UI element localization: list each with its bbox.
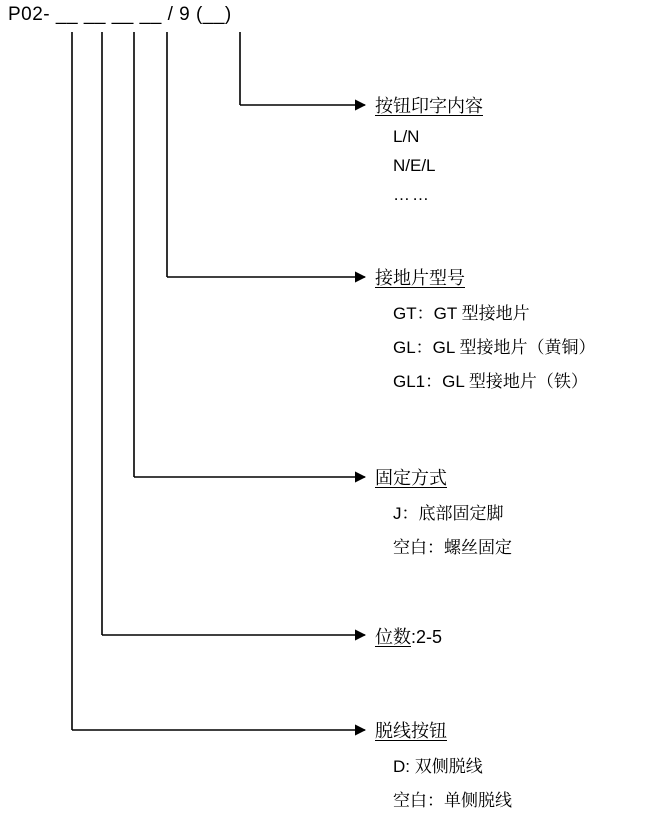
group-title-ground-tab-model: 接地片型号	[375, 268, 465, 288]
group-title-fixing-method: 固定方式	[375, 468, 447, 488]
group-title-positions: 位数	[375, 627, 411, 647]
group-line-wire-release-1: D: 双侧脱线	[393, 757, 483, 776]
group-line-button-print-3: ……	[393, 185, 431, 204]
group-line-ground-tab-2: GL：GL 型接地片（黄铜）	[393, 338, 596, 357]
group-wire-release-button	[375, 717, 512, 811]
group-fixing-method	[375, 464, 512, 558]
group-title-wire-release: 脱线按钮	[375, 721, 447, 741]
part-number-expression: P02- __ __ __ __ / 9 (__)	[8, 4, 232, 25]
group-line-ground-tab-1: GT：GT 型接地片	[393, 304, 530, 323]
group-line-button-print-1: L/N	[393, 127, 420, 146]
group-ground-tab-model	[375, 264, 595, 392]
group-positions	[375, 623, 442, 649]
group-line-wire-release-2: 空白：单侧脱线	[393, 791, 512, 810]
group-line-fixing-2: 空白：螺丝固定	[393, 538, 512, 557]
group-line-ground-tab-3: GL1：GL 型接地片（铁）	[393, 372, 588, 391]
group-line-button-print-2: N/E/L	[393, 156, 436, 175]
group-positions-range: :2-5	[411, 627, 443, 647]
group-line-fixing-1: J：底部固定脚	[393, 504, 504, 523]
group-button-print	[375, 92, 483, 205]
group-title-button-print: 按钮印字内容	[375, 96, 483, 116]
